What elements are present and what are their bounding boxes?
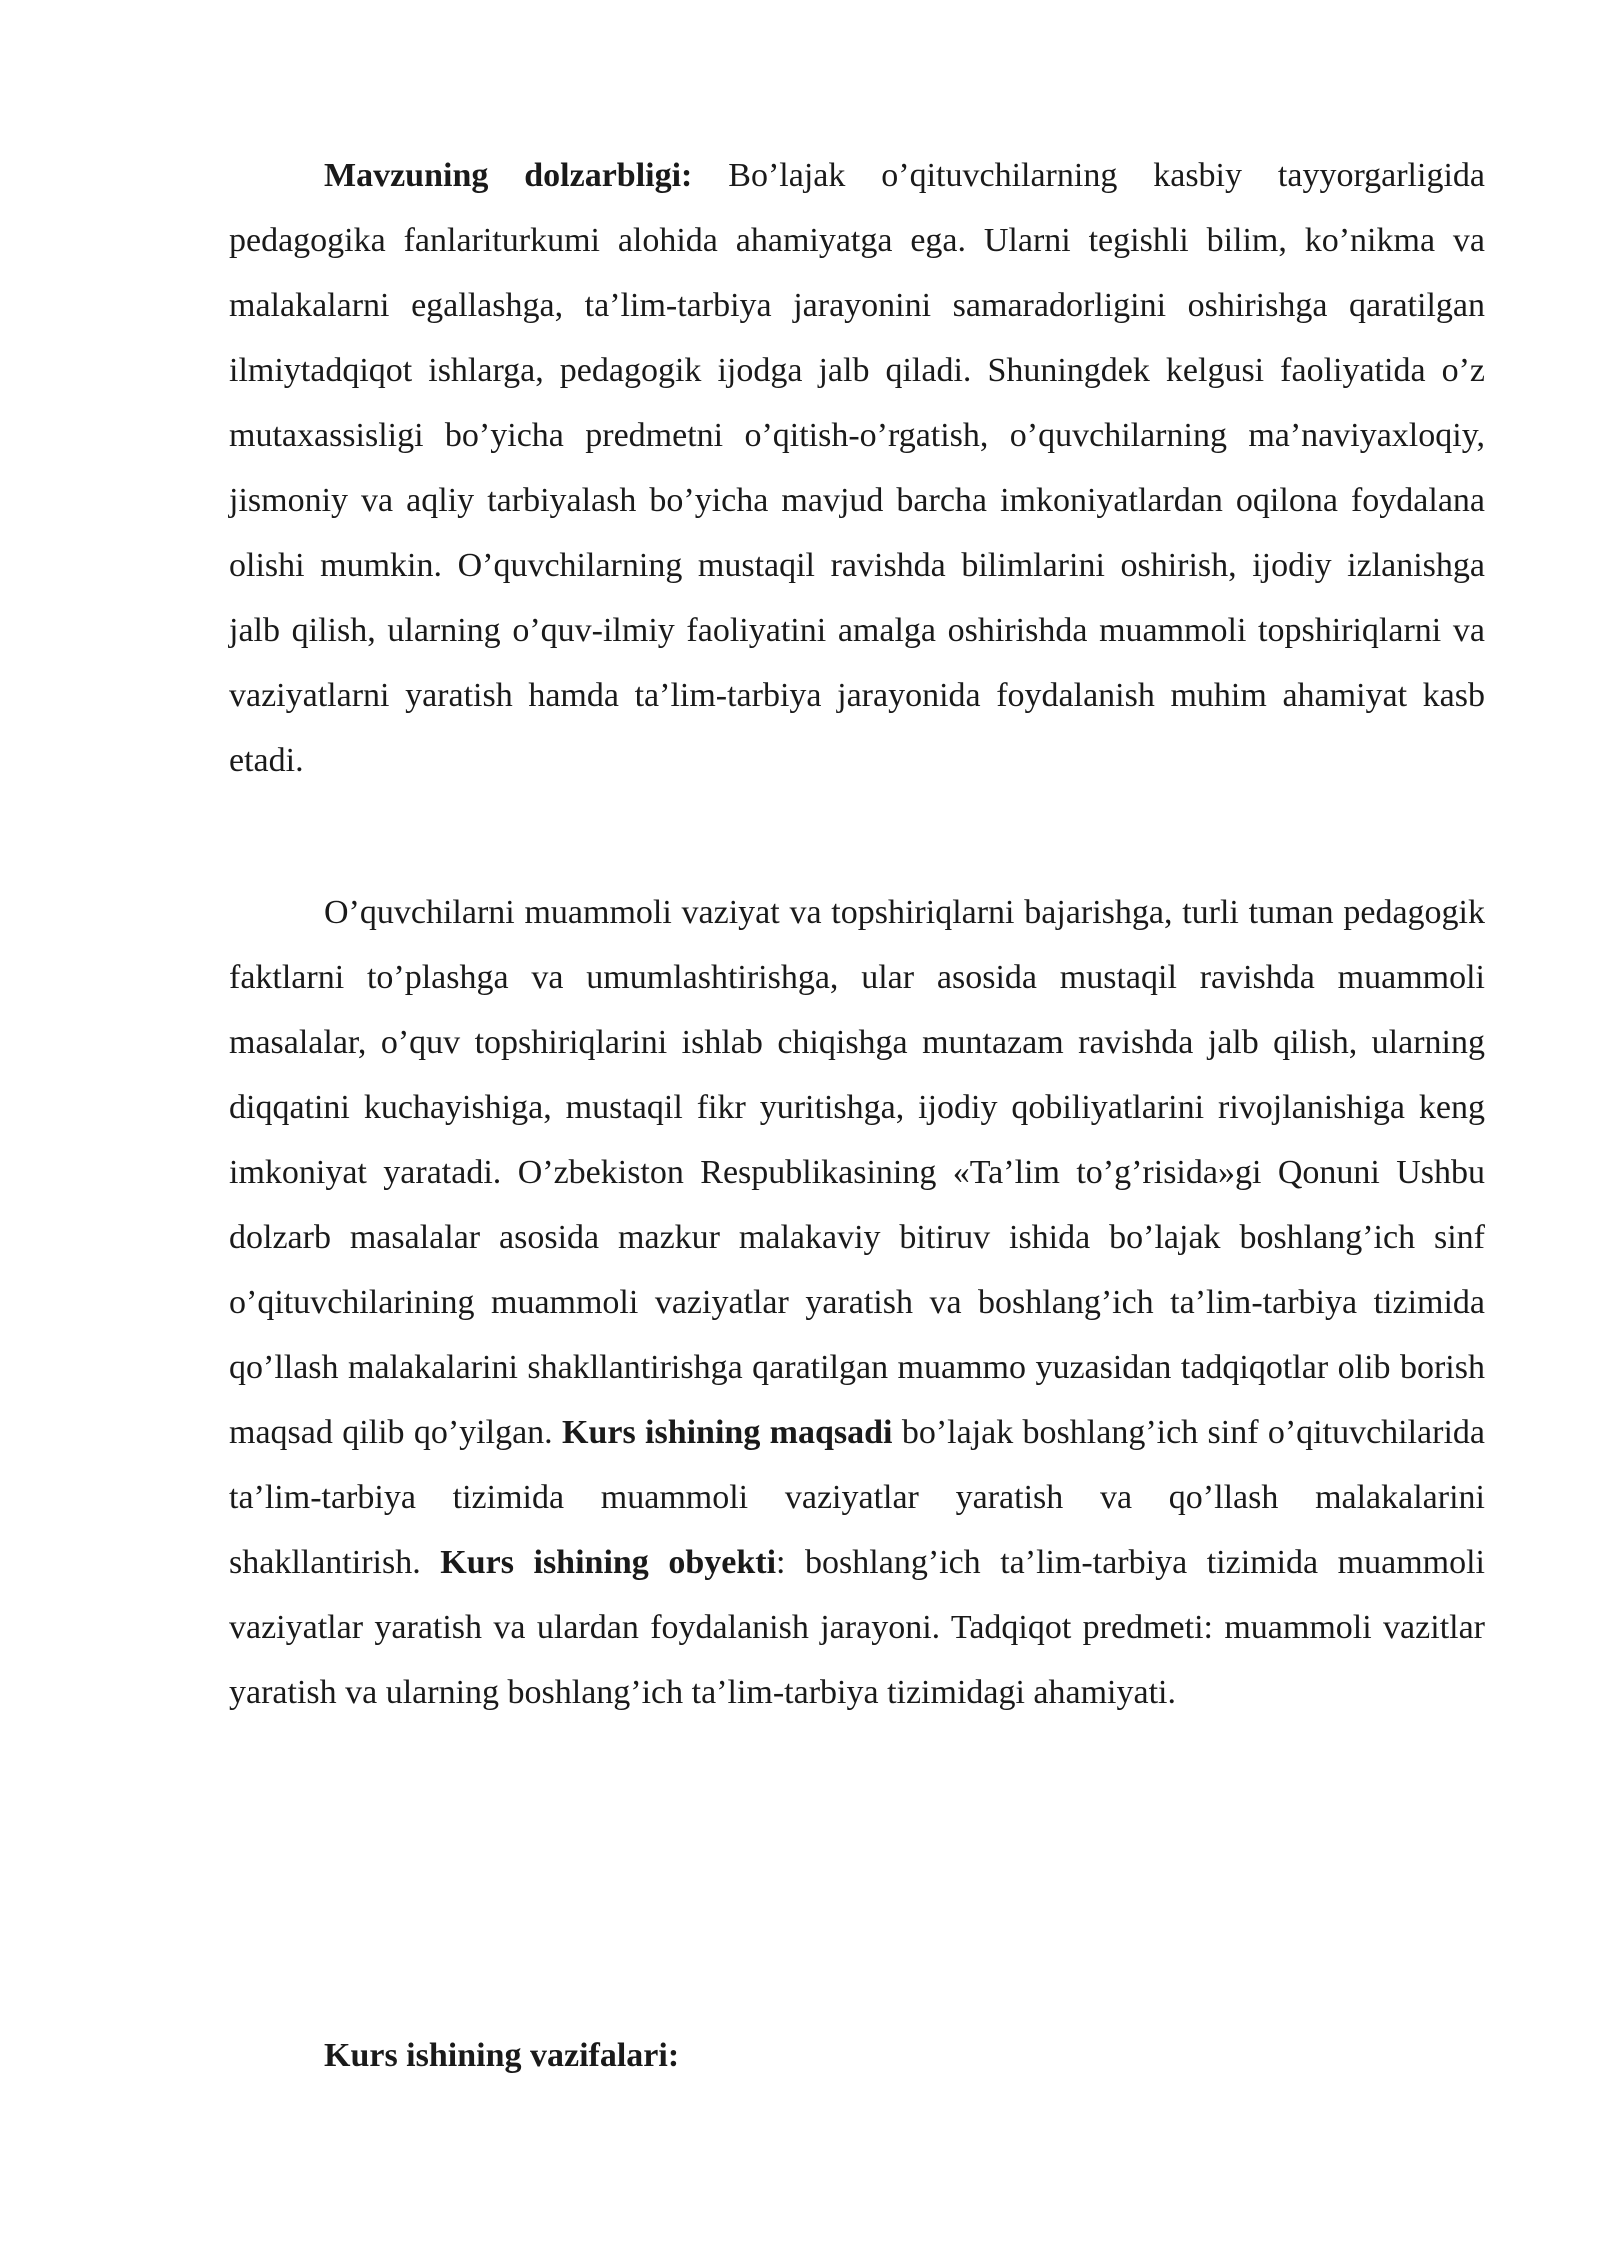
goal-text: bo’lajak boshlang’ich sinf o’qituvchilarida ta’lim-tarbiya tizimida muammoli vaziyatlar yaratish va qo’llash malakalarini shakllantirish. (229, 1414, 1486, 1581)
relevance-text: Bo’lajak o’qituvchilarning kasbiy tayyorgarligida pedagogika fanlariturkumi alohida ahamiyatga ega. Ularni tegishli bilim, ko’nikma va malakalarni egallashga, ta’lim-tarbiya jarayonini samaradorligini oshirishga qaratilgan ilmiytadqiqot ishlarga, pedagogik ijodga jalb qiladi. Shuningdek kelgusi faoliyatida o’z mutaxassisligi bo’yicha predmetni o’qitish-o’rgatish, o’quvchilarning ma’naviyaxloqiy, jismoniy va aqliy tarbiyalash bo’yicha mavjud barcha imkoniyatlardan oqilona foydalana olishi mumkin. (229, 157, 1485, 584)
relevance-heading: Mavzuning dolzarbligi: (324, 157, 693, 194)
relevance-text-continued: O’quvchilarning mustaqil ravishda bilimlarini oshirish, ijodiy izlanishga jalb qilish, ularning o’quv-ilmiy faoliyatini amalga oshirishda muammoli topshiriqlarni va vaziyatlarni yaratish hamda ta’lim-tarbiya jarayonida foydalanish muhim ahamiyat kasb etadi. (229, 547, 1486, 779)
problem-situations-text: O’quvchilarni muammoli vaziyat va topshiriqlarni bajarishga, turli tuman pedagogik faktlarni to’plashga va umumlashtirishga, ular asosida mustaqil ravishda muammoli masalalar, o’quv topshiriqlarini ishlab chiqishga muntazam ravishda jalb qilish, ularning diqqatini kuchayishiga, mustaqil fikr yuritishga, ijodiy qobiliyatlarini rivojlanishiga keng imkoniyat yaratadi. (229, 894, 1485, 1191)
object-text: : boshlang’ich ta’lim-tarbiya tizimida muammoli vaziyatlar yaratish va ulardan foydalanish jarayoni. (229, 1544, 1486, 1646)
law-reference-text: O’zbekiston Respublikasining «Ta’lim to’g’risida»gi Qonuni Ushbu dolzarb masalalar asosida mazkur malakaviy bitiruv ishida bo’lajak boshlang’ich sinf o’qituvchilarining muammoli vaziyatlar yaratish va boshlang’ich ta’lim-tarbiya tizimida qo’llash malakalarini shakllantirishga qaratilgan muammo yuzasidan tadqiqotlar olib borish maqsad qilib qo’yilgan. (229, 1154, 1486, 1451)
goal-heading: Kurs ishining maqsadi (562, 1414, 893, 1451)
tasks-heading: Kurs ishining vazifalari: (324, 2037, 680, 2074)
subject-text: Tadqiqot predmeti: muammoli vazitlar yaratish va ularning boshlang’ich ta’lim-tarbiya tizimidagi ahamiyati. (229, 1609, 1485, 1711)
paragraph-goals (229, 880, 1485, 1725)
paragraph-relevance (229, 143, 1485, 793)
object-heading: Kurs ishining obyekti (440, 1544, 777, 1581)
